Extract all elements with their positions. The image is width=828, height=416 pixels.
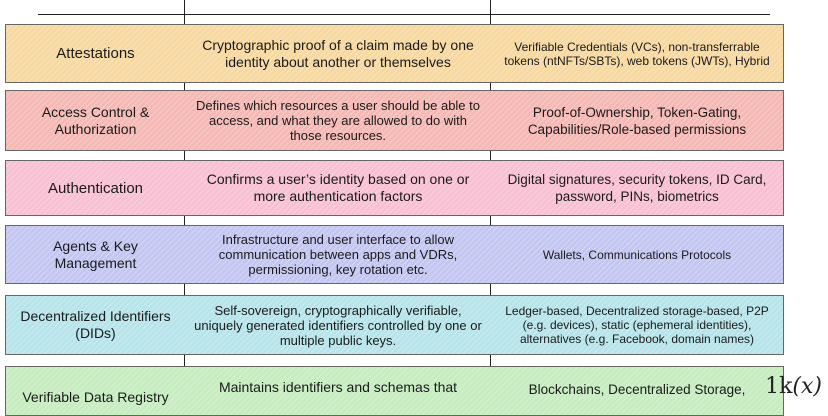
row-examples: Blockchains, Decentralized Storage,	[528, 382, 746, 397]
row-description: Maintains identifiers and schemas that	[218, 379, 458, 395]
row-name: Verifiable Data Registry	[22, 389, 169, 405]
brand-logo: 1k(x)	[765, 374, 822, 399]
row-name: Attestations	[56, 45, 135, 62]
row-description: Self-sovereign, cryptographically verifiable, uniquely generated identifiers controlled by one or multiple public keys.	[194, 302, 482, 348]
row-examples: Wallets, Communications Protocols	[542, 247, 732, 262]
table-row	[5, 160, 784, 216]
header-divider	[38, 14, 770, 15]
table-row	[5, 90, 784, 151]
row-name: Authentication	[47, 179, 144, 197]
row-description: Cryptographic proof of a claim made by one identity about another or themselves	[202, 36, 474, 70]
row-examples: Verifiable Credentials (VCs), non-transferrable tokens (ntNFTs/SBTs), web tokens (JWTs), Hybrid	[504, 39, 770, 68]
table-row	[5, 225, 784, 284]
row-name: Access Control & Authorization	[41, 103, 150, 137]
row-description: Infrastructure and user interface to allow communication between apps and VDRs, permissioning, key rotation etc.	[218, 232, 458, 277]
table-row	[5, 295, 784, 355]
table-row	[5, 24, 784, 83]
row-description: Defines which resources a user should be able to access, and what they are allowed to do with those resources.	[196, 98, 480, 143]
row-name: Decentralized Identifiers (DIDs)	[20, 308, 171, 341]
row-examples: Digital signatures, security tokens, ID Card, password, PINs, biometrics	[507, 172, 767, 204]
table-row	[5, 366, 784, 416]
row-description: Confirms a user’s identity based on one or more authentication factors	[206, 171, 470, 204]
row-name: Agents & Key Management	[53, 237, 138, 271]
row-examples: Proof-of-Ownership, Token-Gating, Capabilities/Role-based permissions	[527, 104, 747, 137]
row-examples: Ledger-based, Decentralized storage-based, P2P (e.g. devices), static (ephemeral identities), alternatives (e.g. Facebook, domain names)	[505, 304, 769, 346]
